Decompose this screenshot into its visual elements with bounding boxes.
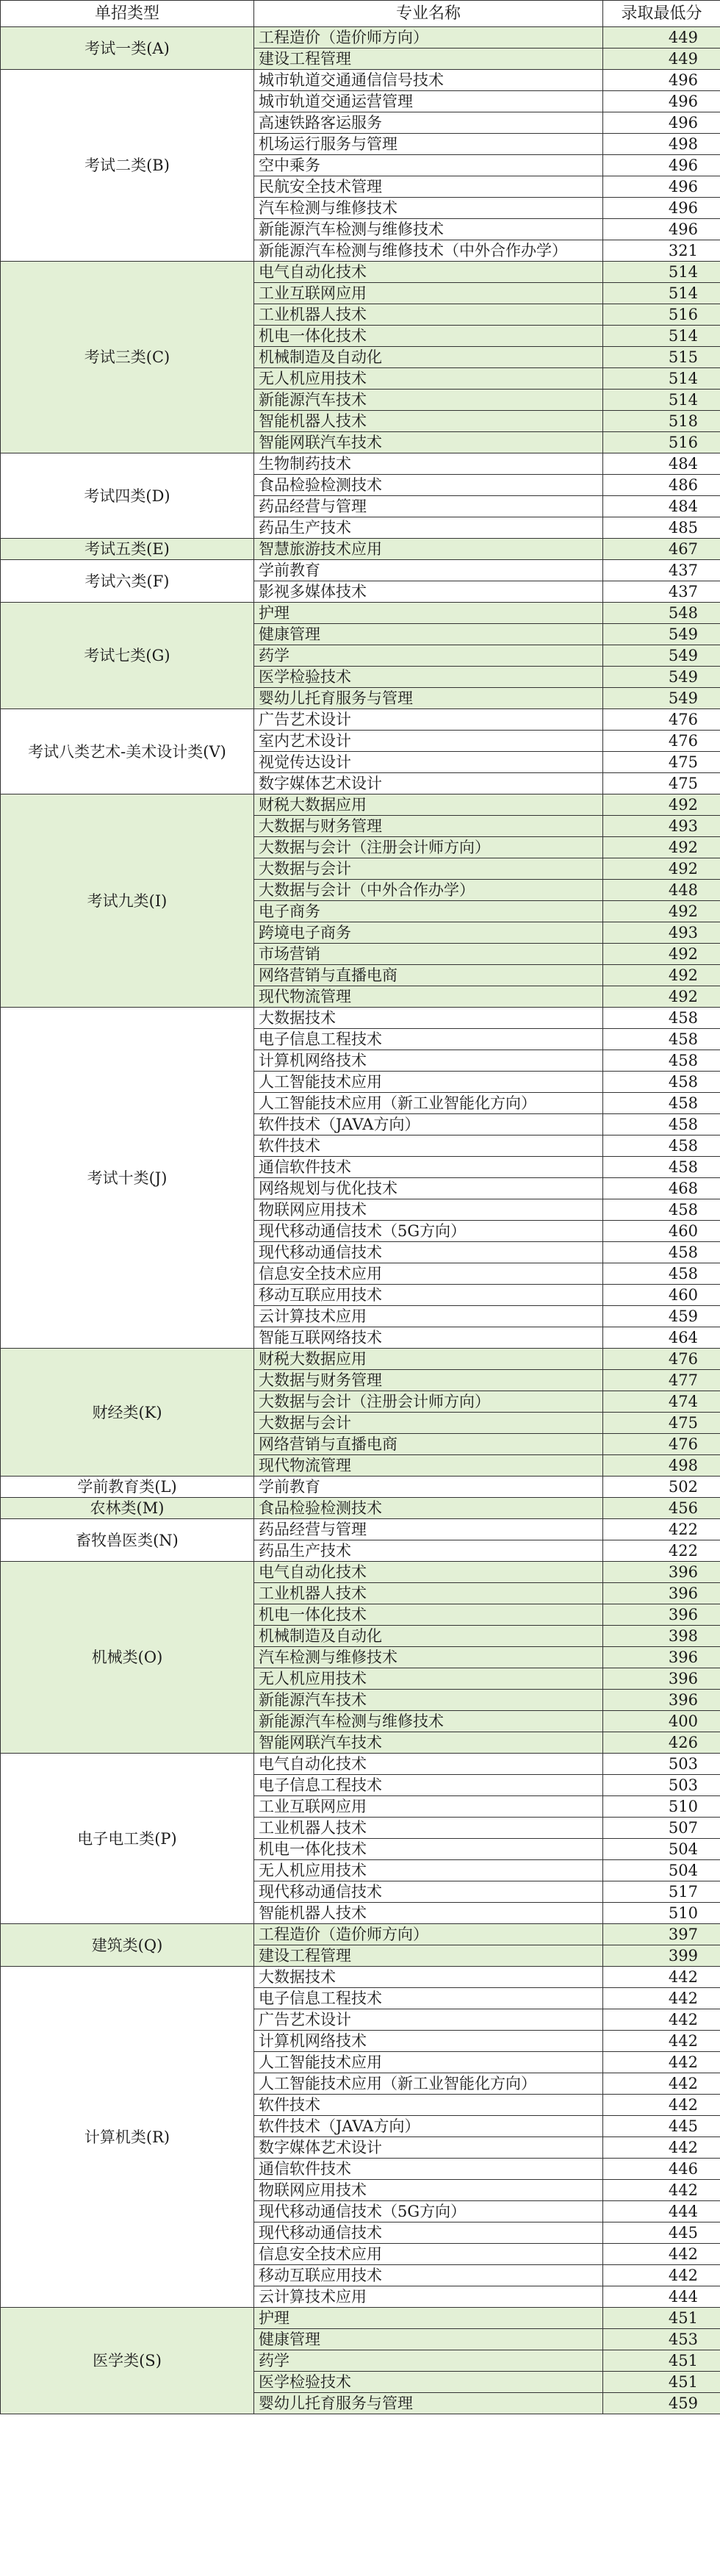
- table-row: [1, 1519, 720, 1540]
- min-score-cell: 458: [603, 1093, 720, 1114]
- major-cell: 智能机器人技术: [254, 1903, 603, 1924]
- table-row: [1, 1967, 720, 1988]
- major-cell: 健康管理: [254, 624, 603, 645]
- category-cell: 建筑类(Q): [1, 1924, 254, 1967]
- major-cell: 药学: [254, 2350, 603, 2372]
- table-row: [1, 539, 720, 560]
- min-score-cell: 422: [603, 1540, 720, 1562]
- category-cell: 考试八类艺术-美术设计类(V): [1, 709, 254, 794]
- major-cell: 网络营销与直播电商: [254, 965, 603, 986]
- category-cell: 农林类(M): [1, 1498, 254, 1519]
- category-group: [1, 1008, 720, 1349]
- min-score-cell: 492: [603, 901, 720, 922]
- category-group: [1, 560, 720, 603]
- category-cell: 考试四类(D): [1, 453, 254, 539]
- category-group: [1, 1562, 720, 1754]
- header-row: [1, 1, 720, 27]
- min-score-cell: 514: [603, 262, 720, 283]
- major-cell: 大数据技术: [254, 1008, 603, 1029]
- major-cell: 护理: [254, 603, 603, 624]
- major-cell: 软件技术（JAVA方向）: [254, 2116, 603, 2137]
- category-group: [1, 709, 720, 794]
- major-cell: 物联网应用技术: [254, 1199, 603, 1221]
- table-row: [1, 1924, 720, 1945]
- major-cell: 现代物流管理: [254, 986, 603, 1008]
- major-cell: 建设工程管理: [254, 1945, 603, 1967]
- major-cell: 信息安全技术应用: [254, 2244, 603, 2265]
- major-cell: 室内艺术设计: [254, 731, 603, 752]
- min-score-cell: 442: [603, 2180, 720, 2201]
- major-cell: 大数据与财务管理: [254, 816, 603, 837]
- min-score-cell: 467: [603, 539, 720, 560]
- min-score-cell: 448: [603, 880, 720, 901]
- min-score-cell: 515: [603, 347, 720, 368]
- min-score-cell: 492: [603, 965, 720, 986]
- major-cell: 大数据与会计: [254, 858, 603, 880]
- min-score-cell: 399: [603, 1945, 720, 1967]
- min-score-cell: 442: [603, 2009, 720, 2031]
- major-cell: 新能源汽车检测与维修技术: [254, 1711, 603, 1732]
- major-cell: 城市轨道交通运营管理: [254, 91, 603, 112]
- min-score-cell: 396: [603, 1690, 720, 1711]
- major-cell: 机场运行服务与管理: [254, 134, 603, 155]
- min-score-cell: 516: [603, 304, 720, 326]
- major-cell: 新能源汽车检测与维修技术: [254, 219, 603, 240]
- major-cell: 软件技术（JAVA方向）: [254, 1114, 603, 1135]
- category-group: [1, 1477, 720, 1498]
- category-cell: 考试二类(B): [1, 70, 254, 262]
- min-score-cell: 476: [603, 1434, 720, 1455]
- min-score-cell: 458: [603, 1199, 720, 1221]
- major-cell: 软件技术: [254, 1135, 603, 1157]
- category-group: [1, 539, 720, 560]
- header-major: 专业名称: [254, 1, 603, 27]
- min-score-cell: 475: [603, 1413, 720, 1434]
- min-score-cell: 442: [603, 2073, 720, 2095]
- major-cell: 人工智能技术应用: [254, 2052, 603, 2073]
- table-row: [1, 1498, 720, 1519]
- major-cell: 工业互联网应用: [254, 283, 603, 304]
- category-cell: 考试三类(C): [1, 262, 254, 453]
- major-cell: 工业互联网应用: [254, 1796, 603, 1818]
- category-group: [1, 27, 720, 70]
- min-score-cell: 396: [603, 1647, 720, 1668]
- min-score-cell: 492: [603, 794, 720, 816]
- category-cell: 学前教育类(L): [1, 1477, 254, 1498]
- category-group: [1, 1349, 720, 1477]
- min-score-cell: 442: [603, 1967, 720, 1988]
- category-cell: 考试六类(F): [1, 560, 254, 603]
- category-group: [1, 453, 720, 539]
- major-cell: 汽车检测与维修技术: [254, 1647, 603, 1668]
- min-score-cell: 510: [603, 1903, 720, 1924]
- major-cell: 电子信息工程技术: [254, 1775, 603, 1796]
- table-row: [1, 453, 720, 475]
- major-cell: 大数据与会计（中外合作办学）: [254, 880, 603, 901]
- min-score-cell: 510: [603, 1796, 720, 1818]
- major-cell: 信息安全技术应用: [254, 1263, 603, 1285]
- min-score-cell: 458: [603, 1135, 720, 1157]
- min-score-cell: 442: [603, 2244, 720, 2265]
- major-cell: 大数据与会计（注册会计师方向）: [254, 1391, 603, 1413]
- major-cell: 现代移动通信技术: [254, 1881, 603, 1903]
- min-score-cell: 442: [603, 2265, 720, 2286]
- major-cell: 通信软件技术: [254, 1157, 603, 1178]
- category-group: [1, 794, 720, 1008]
- major-cell: 电气自动化技术: [254, 262, 603, 283]
- major-cell: 数字媒体艺术设计: [254, 2137, 603, 2159]
- min-score-cell: 442: [603, 2095, 720, 2116]
- min-score-cell: 549: [603, 667, 720, 688]
- min-score-cell: 396: [603, 1604, 720, 1626]
- min-score-cell: 484: [603, 496, 720, 517]
- min-score-cell: 449: [603, 27, 720, 49]
- category-cell: 医学类(S): [1, 2308, 254, 2414]
- min-score-cell: 444: [603, 2286, 720, 2308]
- min-score-cell: 548: [603, 603, 720, 624]
- major-cell: 智能互联网络技术: [254, 1327, 603, 1349]
- major-cell: 民航安全技术管理: [254, 176, 603, 198]
- major-cell: 智慧旅游技术应用: [254, 539, 603, 560]
- major-cell: 软件技术: [254, 2095, 603, 2116]
- min-score-cell: 476: [603, 1349, 720, 1370]
- min-score-cell: 549: [603, 688, 720, 709]
- major-cell: 大数据与会计: [254, 1413, 603, 1434]
- min-score-cell: 496: [603, 70, 720, 91]
- major-cell: 财税大数据应用: [254, 794, 603, 816]
- min-score-cell: 442: [603, 2137, 720, 2159]
- major-cell: 智能网联汽车技术: [254, 432, 603, 453]
- min-score-cell: 496: [603, 198, 720, 219]
- major-cell: 婴幼儿托育服务与管理: [254, 688, 603, 709]
- min-score-cell: 496: [603, 155, 720, 176]
- major-cell: 人工智能技术应用: [254, 1072, 603, 1093]
- min-score-cell: 396: [603, 1668, 720, 1690]
- major-cell: 工程造价（造价师方向）: [254, 1924, 603, 1945]
- major-cell: 大数据与财务管理: [254, 1370, 603, 1391]
- major-cell: 人工智能技术应用（新工业智能化方向）: [254, 2073, 603, 2095]
- major-cell: 移动互联应用技术: [254, 2265, 603, 2286]
- min-score-cell: 397: [603, 1924, 720, 1945]
- major-cell: 广告艺术设计: [254, 709, 603, 731]
- major-cell: 新能源汽车检测与维修技术（中外合作办学）: [254, 240, 603, 262]
- major-cell: 汽车检测与维修技术: [254, 198, 603, 219]
- min-score-cell: 476: [603, 709, 720, 731]
- table-row: [1, 1008, 720, 1029]
- min-score-cell: 453: [603, 2329, 720, 2350]
- major-cell: 新能源汽车技术: [254, 1690, 603, 1711]
- table-row: [1, 27, 720, 49]
- min-score-cell: 451: [603, 2308, 720, 2329]
- major-cell: 机电一体化技术: [254, 1839, 603, 1860]
- min-score-cell: 459: [603, 2393, 720, 2414]
- min-score-cell: 444: [603, 2201, 720, 2222]
- min-score-cell: 456: [603, 1498, 720, 1519]
- major-cell: 现代移动通信技术: [254, 2222, 603, 2244]
- min-score-cell: 442: [603, 2052, 720, 2073]
- min-score-cell: 476: [603, 731, 720, 752]
- table-row: [1, 70, 720, 91]
- min-score-cell: 549: [603, 645, 720, 667]
- major-cell: 电气自动化技术: [254, 1754, 603, 1775]
- major-cell: 高速铁路客运服务: [254, 112, 603, 134]
- min-score-cell: 460: [603, 1285, 720, 1306]
- major-cell: 机电一体化技术: [254, 326, 603, 347]
- major-cell: 大数据与会计（注册会计师方向）: [254, 837, 603, 858]
- min-score-cell: 549: [603, 624, 720, 645]
- major-cell: 无人机应用技术: [254, 1668, 603, 1690]
- major-cell: 物联网应用技术: [254, 2180, 603, 2201]
- min-score-cell: 451: [603, 2372, 720, 2393]
- category-cell: 考试十类(J): [1, 1008, 254, 1349]
- category-group: [1, 70, 720, 262]
- min-score-cell: 518: [603, 411, 720, 432]
- category-cell: 考试五类(E): [1, 539, 254, 560]
- category-cell: 机械类(O): [1, 1562, 254, 1754]
- table-row: [1, 2308, 720, 2329]
- major-cell: 工程造价（造价师方向）: [254, 27, 603, 49]
- min-score-cell: 458: [603, 1072, 720, 1093]
- min-score-cell: 458: [603, 1029, 720, 1050]
- major-cell: 新能源汽车技术: [254, 390, 603, 411]
- major-cell: 移动互联应用技术: [254, 1285, 603, 1306]
- major-cell: 电气自动化技术: [254, 1562, 603, 1583]
- category-group: [1, 2308, 720, 2414]
- header-category: 单招类型: [1, 1, 254, 27]
- table-row: [1, 1349, 720, 1370]
- min-score-cell: 498: [603, 134, 720, 155]
- table-row: [1, 262, 720, 283]
- major-cell: 建设工程管理: [254, 49, 603, 70]
- major-cell: 广告艺术设计: [254, 2009, 603, 2031]
- major-cell: 影视多媒体技术: [254, 581, 603, 603]
- min-score-cell: 503: [603, 1775, 720, 1796]
- category-cell: 电子电工类(P): [1, 1754, 254, 1924]
- table-header: [1, 1, 720, 27]
- min-score-cell: 446: [603, 2159, 720, 2180]
- major-cell: 大数据技术: [254, 1967, 603, 1988]
- major-cell: 计算机网络技术: [254, 1050, 603, 1072]
- category-group: [1, 603, 720, 709]
- min-score-cell: 474: [603, 1391, 720, 1413]
- major-cell: 现代移动通信技术（5G方向）: [254, 1221, 603, 1242]
- major-cell: 财税大数据应用: [254, 1349, 603, 1370]
- min-score-cell: 437: [603, 560, 720, 581]
- min-score-cell: 468: [603, 1178, 720, 1199]
- major-cell: 药学: [254, 645, 603, 667]
- major-cell: 工业机器人技术: [254, 1583, 603, 1604]
- category-cell: 财经类(K): [1, 1349, 254, 1477]
- major-cell: 人工智能技术应用（新工业智能化方向）: [254, 1093, 603, 1114]
- major-cell: 数字媒体艺术设计: [254, 773, 603, 794]
- category-group: [1, 1498, 720, 1519]
- major-cell: 机电一体化技术: [254, 1604, 603, 1626]
- table-row: [1, 1754, 720, 1775]
- major-cell: 无人机应用技术: [254, 1860, 603, 1881]
- min-score-cell: 321: [603, 240, 720, 262]
- major-cell: 云计算技术应用: [254, 1306, 603, 1327]
- major-cell: 视觉传达设计: [254, 752, 603, 773]
- min-score-cell: 485: [603, 517, 720, 539]
- major-cell: 医学检验技术: [254, 2372, 603, 2393]
- min-score-cell: 514: [603, 368, 720, 390]
- category-cell: 考试七类(G): [1, 603, 254, 709]
- major-cell: 学前教育: [254, 560, 603, 581]
- min-score-cell: 514: [603, 326, 720, 347]
- major-cell: 药品生产技术: [254, 517, 603, 539]
- min-score-cell: 517: [603, 1881, 720, 1903]
- category-group: [1, 1967, 720, 2308]
- min-score-cell: 514: [603, 390, 720, 411]
- min-score-cell: 396: [603, 1583, 720, 1604]
- major-cell: 食品检验检测技术: [254, 1498, 603, 1519]
- min-score-cell: 475: [603, 773, 720, 794]
- min-score-cell: 460: [603, 1221, 720, 1242]
- min-score-cell: 496: [603, 112, 720, 134]
- major-cell: 工业机器人技术: [254, 1818, 603, 1839]
- major-cell: 无人机应用技术: [254, 368, 603, 390]
- table-row: [1, 560, 720, 581]
- min-score-cell: 504: [603, 1860, 720, 1881]
- min-score-cell: 492: [603, 837, 720, 858]
- major-cell: 护理: [254, 2308, 603, 2329]
- min-score-cell: 484: [603, 453, 720, 475]
- category-group: [1, 262, 720, 453]
- table-row: [1, 794, 720, 816]
- min-score-cell: 498: [603, 1455, 720, 1477]
- min-score-cell: 502: [603, 1477, 720, 1498]
- min-score-cell: 449: [603, 49, 720, 70]
- header-min-score: 录取最低分: [603, 1, 720, 27]
- min-score-cell: 496: [603, 91, 720, 112]
- category-cell: 计算机类(R): [1, 1967, 254, 2308]
- min-score-cell: 503: [603, 1754, 720, 1775]
- major-cell: 健康管理: [254, 2329, 603, 2350]
- category-cell: 畜牧兽医类(N): [1, 1519, 254, 1562]
- major-cell: 网络规划与优化技术: [254, 1178, 603, 1199]
- major-cell: 城市轨道交通通信信号技术: [254, 70, 603, 91]
- major-cell: 机械制造及自动化: [254, 347, 603, 368]
- min-score-cell: 445: [603, 2116, 720, 2137]
- min-score-cell: 458: [603, 1157, 720, 1178]
- min-score-cell: 442: [603, 2031, 720, 2052]
- min-score-cell: 437: [603, 581, 720, 603]
- major-cell: 市场营销: [254, 944, 603, 965]
- min-score-cell: 514: [603, 283, 720, 304]
- major-cell: 药品经营与管理: [254, 1519, 603, 1540]
- major-cell: 食品检验检测技术: [254, 475, 603, 496]
- major-cell: 智能网联汽车技术: [254, 1732, 603, 1754]
- table-row: [1, 1477, 720, 1498]
- major-cell: 跨境电子商务: [254, 922, 603, 944]
- major-cell: 药品生产技术: [254, 1540, 603, 1562]
- major-cell: 生物制药技术: [254, 453, 603, 475]
- min-score-cell: 507: [603, 1818, 720, 1839]
- major-cell: 现代移动通信技术（5G方向）: [254, 2201, 603, 2222]
- min-score-cell: 451: [603, 2350, 720, 2372]
- min-score-cell: 492: [603, 944, 720, 965]
- min-score-cell: 458: [603, 1242, 720, 1263]
- min-score-cell: 493: [603, 816, 720, 837]
- major-cell: 药品经营与管理: [254, 496, 603, 517]
- min-score-cell: 464: [603, 1327, 720, 1349]
- min-score-cell: 396: [603, 1562, 720, 1583]
- table-row: [1, 603, 720, 624]
- major-cell: 电子信息工程技术: [254, 1029, 603, 1050]
- category-group: [1, 1519, 720, 1562]
- min-score-cell: 458: [603, 1114, 720, 1135]
- major-cell: 智能机器人技术: [254, 411, 603, 432]
- min-score-cell: 492: [603, 858, 720, 880]
- major-cell: 通信软件技术: [254, 2159, 603, 2180]
- major-cell: 学前教育: [254, 1477, 603, 1498]
- major-cell: 计算机网络技术: [254, 2031, 603, 2052]
- major-cell: 现代物流管理: [254, 1455, 603, 1477]
- major-cell: 机械制造及自动化: [254, 1626, 603, 1647]
- min-score-cell: 496: [603, 176, 720, 198]
- min-score-cell: 458: [603, 1263, 720, 1285]
- major-cell: 云计算技术应用: [254, 2286, 603, 2308]
- min-score-cell: 400: [603, 1711, 720, 1732]
- category-group: [1, 1924, 720, 1967]
- major-cell: 医学检验技术: [254, 667, 603, 688]
- min-score-cell: 477: [603, 1370, 720, 1391]
- min-score-cell: 493: [603, 922, 720, 944]
- min-score-cell: 422: [603, 1519, 720, 1540]
- min-score-cell: 516: [603, 432, 720, 453]
- table-row: [1, 1562, 720, 1583]
- major-cell: 网络营销与直播电商: [254, 1434, 603, 1455]
- min-score-cell: 458: [603, 1008, 720, 1029]
- min-score-cell: 445: [603, 2222, 720, 2244]
- min-score-cell: 492: [603, 986, 720, 1008]
- min-score-cell: 475: [603, 752, 720, 773]
- min-score-cell: 504: [603, 1839, 720, 1860]
- min-score-cell: 398: [603, 1626, 720, 1647]
- min-score-cell: 426: [603, 1732, 720, 1754]
- major-cell: 现代移动通信技术: [254, 1242, 603, 1263]
- major-cell: 电子信息工程技术: [254, 1988, 603, 2009]
- min-score-cell: 442: [603, 1988, 720, 2009]
- min-score-cell: 458: [603, 1050, 720, 1072]
- min-score-cell: 459: [603, 1306, 720, 1327]
- min-score-cell: 496: [603, 219, 720, 240]
- min-score-cell: 486: [603, 475, 720, 496]
- major-cell: 空中乘务: [254, 155, 603, 176]
- major-cell: 工业机器人技术: [254, 304, 603, 326]
- category-cell: 考试九类(I): [1, 794, 254, 1008]
- category-cell: 考试一类(A): [1, 27, 254, 70]
- major-cell: 婴幼儿托育服务与管理: [254, 2393, 603, 2414]
- major-cell: 电子商务: [254, 901, 603, 922]
- category-group: [1, 1754, 720, 1924]
- table-row: [1, 709, 720, 731]
